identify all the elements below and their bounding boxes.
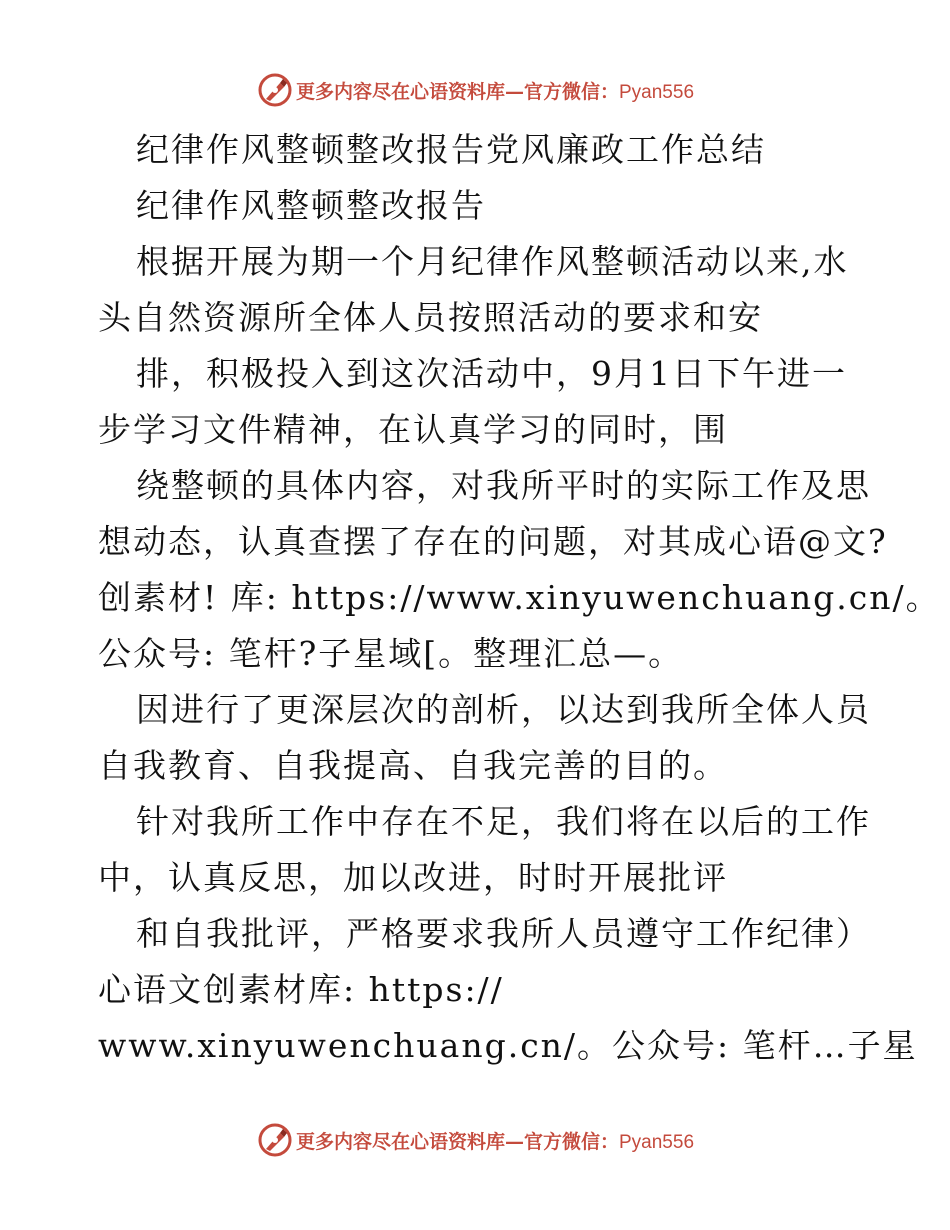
paragraph-line: 和自我批评，严格要求我所人员遵守工作纪律） xyxy=(136,914,871,953)
paragraph-line: 公众号: 笔杆?子星域[。整理汇总—。 xyxy=(98,634,684,673)
banner-text xyxy=(296,1127,694,1154)
header-banner xyxy=(0,70,950,110)
paragraph-line: 中，认真反思，加以改进，时时开展批评 xyxy=(98,858,728,897)
paragraph-line: 针对我所工作中存在不足，我们将在以后的工作 xyxy=(136,802,871,841)
wechat-id: Pyan556 xyxy=(619,1131,695,1153)
doc-subtitle: 纪律作风整顿整改报告 xyxy=(136,186,486,225)
paragraph-line: www.xinyuwenchuang.cn/。公众号: 笔杆…子星 xyxy=(98,1026,918,1065)
paragraph-line: 步学习文件精神，在认真学习的同时，围 xyxy=(98,410,728,449)
paragraph-line: 排，积极投入到这次活动中，9月1日下午进一 xyxy=(136,354,847,393)
paragraph-line: 想动态，认真查摆了存在的问题，对其成心语@文? xyxy=(98,522,888,561)
paragraph-line: 创素材! 库: https://www.xinyuwenchuang.cn/。 xyxy=(98,578,941,617)
pen-logo-icon xyxy=(256,1121,294,1159)
doc-title: 纪律作风整顿整改报告党风廉政工作总结 xyxy=(136,130,766,169)
document-body xyxy=(98,122,941,1074)
paragraph-line: 头自然资源所全体人员按照活动的要求和安 xyxy=(98,298,763,337)
paragraph-line: 根据开展为期一个月纪律作风整顿活动以来,水 xyxy=(136,242,849,281)
paragraph-line: 心语文创素材库: https:// xyxy=(98,970,504,1009)
banner-text xyxy=(296,77,694,104)
banner-label: 更多内容尽在心语资料库—官方微信： xyxy=(295,80,619,103)
pen-logo-icon xyxy=(256,71,294,109)
wechat-id: Pyan556 xyxy=(619,81,695,103)
paragraph-line: 自我教育、自我提高、自我完善的目的。 xyxy=(98,746,728,785)
footer-banner xyxy=(0,1120,950,1160)
banner-label: 更多内容尽在心语资料库—官方微信： xyxy=(295,1130,619,1153)
paragraph-line: 绕整顿的具体内容，对我所平时的实际工作及思 xyxy=(136,466,871,505)
paragraph-line: 因进行了更深层次的剖析，以达到我所全体人员 xyxy=(136,690,871,729)
